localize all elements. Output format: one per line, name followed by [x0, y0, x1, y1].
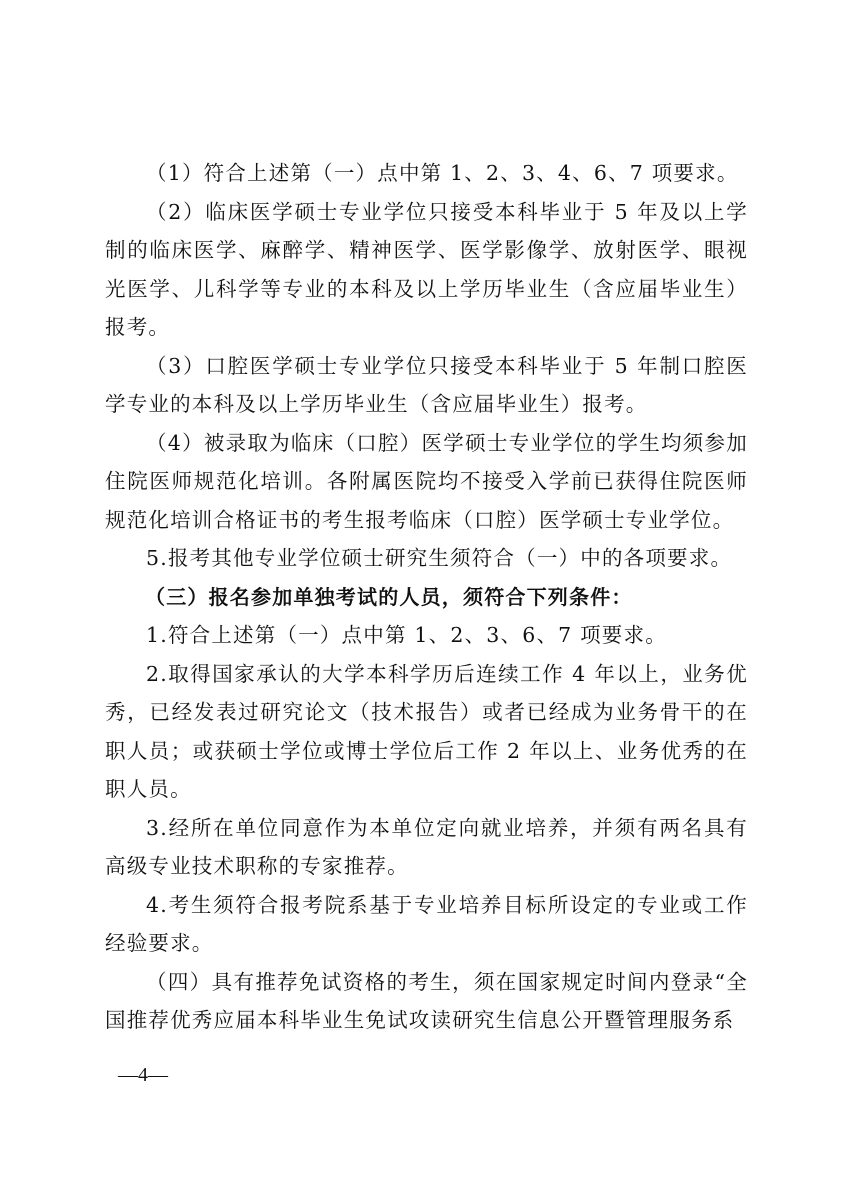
paragraph-item-6: 1.符合上述第（一）点中第 1、2、3、6、7 项要求。: [146, 623, 667, 647]
paragraph-item-1: （1）符合上述第（一）点中第 1、2、3、4、6、7 项要求。: [146, 161, 739, 185]
paragraph-item-5: 5.报考其他专业学位硕士研究生须符合（一）中的各项要求。: [146, 546, 733, 570]
paragraph-item-4: （4）被录取为临床（口腔）医学硕士专业学位的学生均须参加住院医师规范化培训。各附属医院均不接受入学前已获得住院医师规范化培训合格证书的考生报考临床（口腔）医学硕士专业学位。: [105, 430, 748, 532]
section-heading-3: （三）报名参加单独考试的人员，须符合下列条件：: [145, 584, 633, 609]
paragraph-item-3: （3）口腔医学硕士专业学位只接受本科毕业于 5 年制口腔医学专业的本科及以上学历毕业生（含应届毕业生）报考。: [105, 353, 748, 416]
paragraph-item-2: （2）临床医学硕士专业学位只接受本科毕业于 5 年及以上学制的临床医学、麻醉学、精神医学、医学影像学、放射医学、眼视光医学、儿科学等专业的本科及以上学历毕业生（含应届毕业生）报考。: [105, 199, 748, 339]
document-body: [105, 154, 748, 1040]
paragraph-item-8: 3.经所在单位同意作为本单位定向就业培养，并须有两名具有高级专业技术职称的专家推荐。: [105, 815, 748, 878]
page-number: —4—: [118, 1064, 168, 1086]
paragraph-item-7: 2.取得国家承认的大学本科学历后连续工作 4 年以上，业务优秀，已经发表过研究论文（技术报告）或者已经成为业务骨干的在职人员；或获硕士学位或博士学位后工作 2 年以上、业务优秀的在职人员。: [105, 661, 748, 801]
paragraph-item-9: 4.考生须符合报考院系基于专业培养目标所设定的专业或工作经验要求。: [105, 892, 748, 955]
paragraph-item-10: （四）具有推荐免试资格的考生，须在国家规定时间内登录“全国推荐优秀应届本科毕业生免试攻读研究生信息公开暨管理服务系: [105, 969, 748, 1032]
